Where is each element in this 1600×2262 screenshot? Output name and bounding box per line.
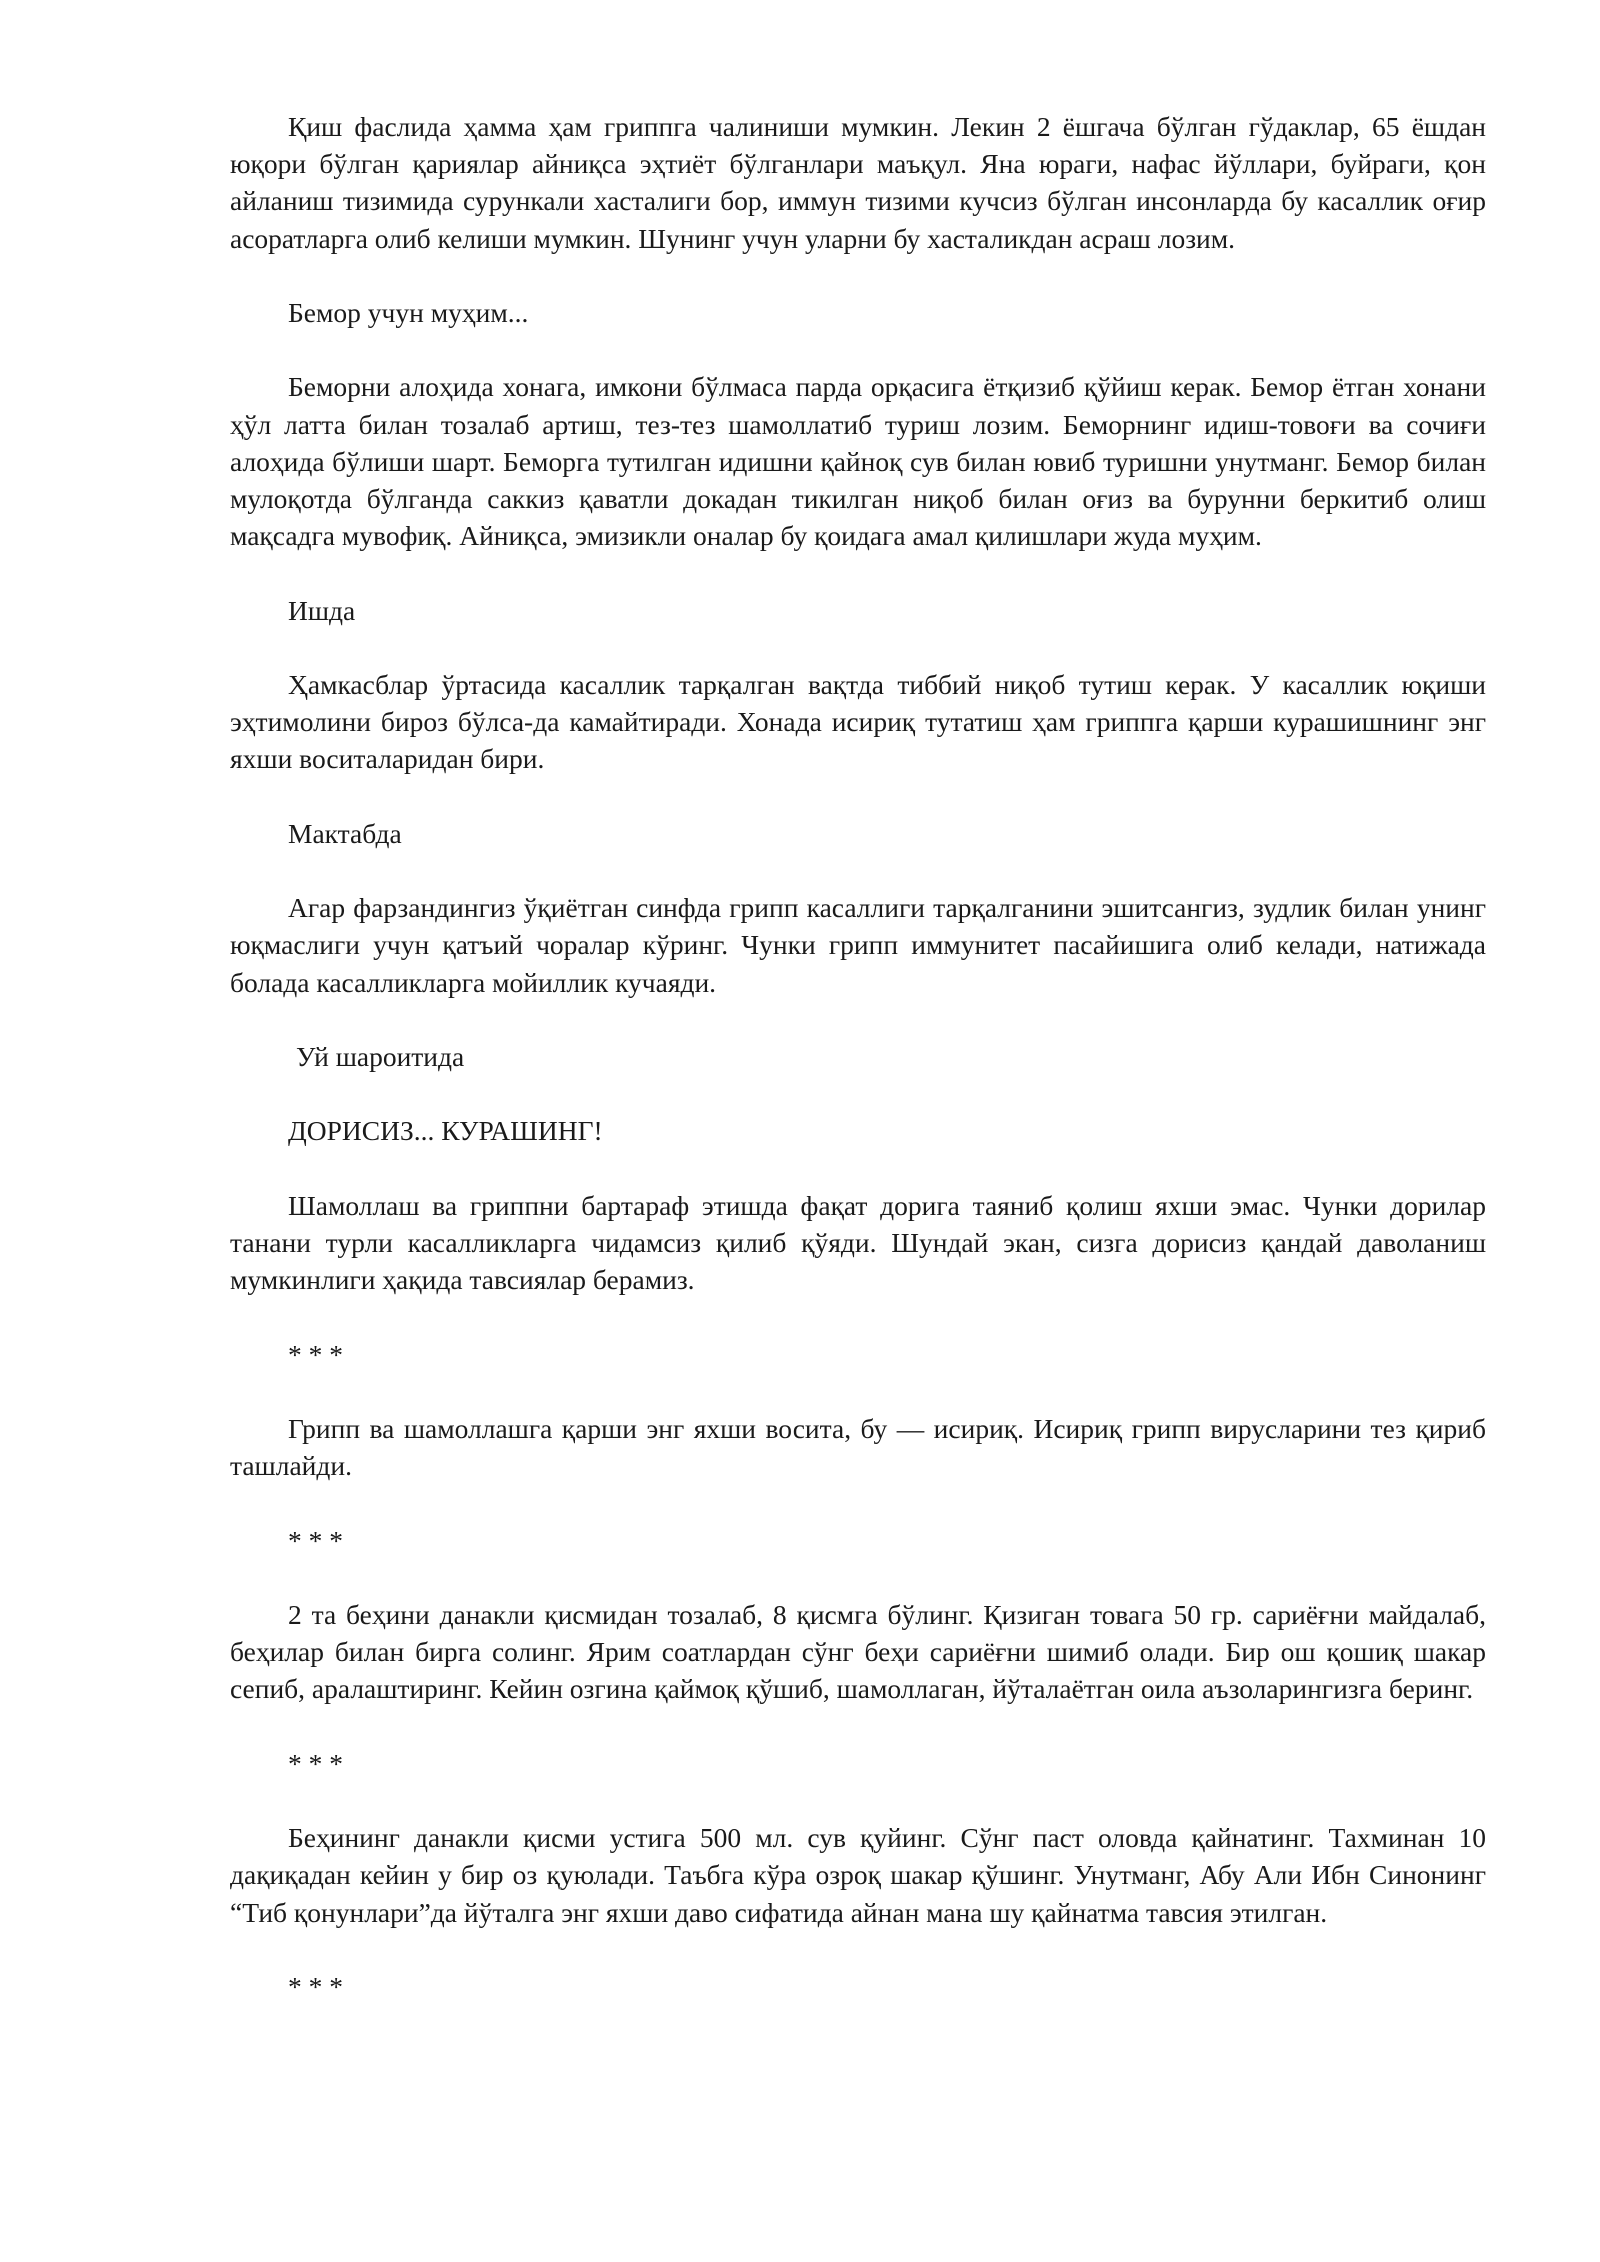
paragraph-quince-decoction: Беҳининг данакли қисми устига 500 мл. сув қуйинг. Сўнг паст оловда қайнатинг. Тахминан 10 дақиқадан кейин у бир оз қуюлади. Таъбга кўра озроқ шакар қўшинг. Унутманг, Абу Али Ибн Синонинг “Тиб қонунлари”да йўталга энг яхши даво сифатида айнан мана шу қайнатма тавсия этилган. xyxy=(230,1822,1486,1928)
heading-work: Ишда xyxy=(288,594,356,626)
paragraph-patient-care: Беморни алоҳида хонага, имкони бўлмаса парда орқасига ётқизиб қўйиш керак. Бемор ётган хонани ҳўл латта билан тозалаб артиш, тез-тез шамоллатиб туриш лозим. Беморнинг идиш-товоғи ва сочиғи алоҳида бўлиши шарт. Беморга тутилган идишни қайноқ сув билан ювиб туришни унутманг. Бемор билан мулоқотда бўлганда саккиз қаватли докадан тикилган ниқоб билан оғиз ва бурунни беркитиб олиш мақсадга мувофиқ. Айниқса, эмизикли оналар бу қоидага амал қилишлари жуда муҳим. xyxy=(230,371,1486,552)
document-page xyxy=(230,108,1486,2005)
paragraph-school: Агар фарзандингиз ўқиётган синфда грипп касаллиги тарқалганини эшитсангиз, зудлик билан унинг юқмаслиги учун қатъий чоралар кўринг. Чунки грипп иммунитет пасайишига олиб келади, натижада болада касалликларга мойиллик кучаяди. xyxy=(230,892,1486,998)
heading-no-medicine: ДОРИСИЗ... КУРАШИНГ! xyxy=(288,1115,603,1147)
paragraph-quince-recipe: 2 та беҳини данакли қисмидан тозалаб, 8 қисмга бўлинг. Қизиган товага 50 гр. сариёғни майдалаб, беҳилар билан бирга солинг. Ярим соатлардан сўнг беҳи сариёғни шимиб олади. Бир ош қошиқ шакар сепиб, аралаштиринг. Кейин озгина қаймоқ қўшиб, шамоллаган, йўталаётган оила аъзоларингизга беринг. xyxy=(230,1598,1486,1705)
heading-home: Уй шароитида xyxy=(296,1040,465,1072)
heading-school: Мактабда xyxy=(288,817,402,849)
heading-patient: Бемор учун муҳим... xyxy=(288,297,529,328)
separator-stars: * * * xyxy=(288,1747,343,1779)
paragraph-isiriq: Грипп ва шамоллашга қарши энг яхши восита, бу — исириқ. Исириқ грипп вирусларини тез қириб ташлайди. xyxy=(230,1412,1486,1482)
paragraph-intro: Қиш фаслида ҳамма ҳам гриппга чалиниши мумкин. Лекин 2 ёшгача бўлган гўдаклар, 65 ёшдан юқори бўлган қариялар айниқса эҳтиёт бўлганлари маъқул. Яна юраги, нафас йўллари, буйраги, қон айланиш тизимида сурункали хасталиги бор, иммун тизими кучсиз бўлган инсонларда бу касаллик оғир асоратларга олиб келиши мумкин. Шунинг учун уларни бу хасталикдан асраш лозим. xyxy=(230,111,1486,254)
separator-stars: * * * xyxy=(288,1338,343,1370)
separator-stars: * * * xyxy=(288,1524,343,1556)
paragraph-no-medicine: Шамоллаш ва гриппни бартараф этишда фақат дорига таяниб қолиш яхши эмас. Чунки дорилар танани турли касалликларга чидамсиз қилиб қўяди. Шундай экан, сизга дорисиз қандай даволаниш мумкинлиги ҳақида тавсиялар берамиз. xyxy=(230,1189,1486,1296)
separator-stars: * * * xyxy=(288,1970,343,2002)
paragraph-work: Ҳамкасблар ўртасида касаллик тарқалган вақтда тиббий ниқоб тутиш керак. У касаллик юқиши эҳтимолини бироз бўлса-да камайтиради. Хонада исириқ тутатиш ҳам гриппга қарши курашишнинг энг яхши воситаларидан бири. xyxy=(230,668,1486,775)
